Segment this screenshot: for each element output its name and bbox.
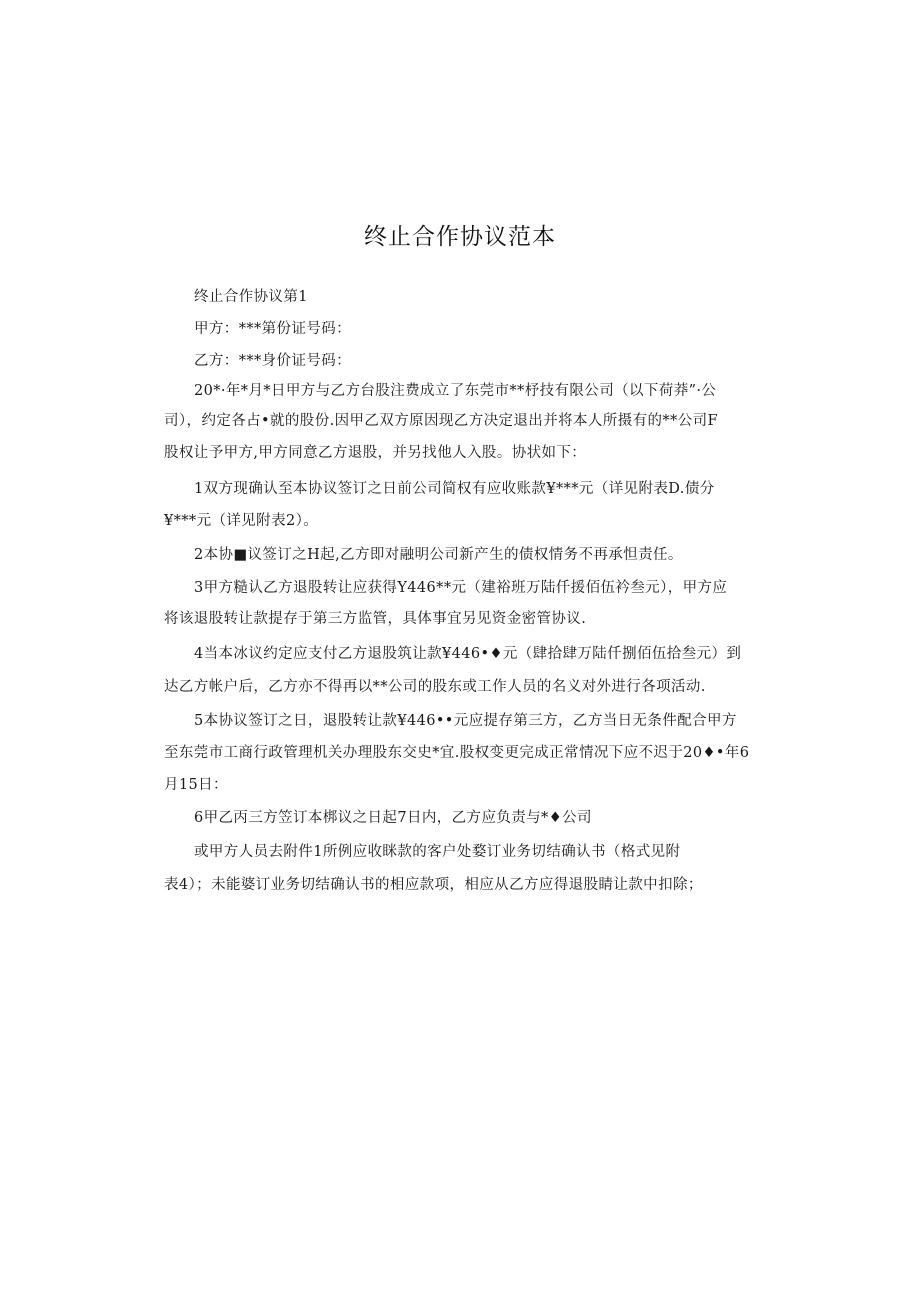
- text-line: 表4）；未能婆订业务切结确认书的相应款项，相应从乙方应得退股睛让款中扣除；: [164, 877, 703, 893]
- text-line: 5本协议签订之日，退股转让款¥446••元应提存第三方，乙方当日无条件配合甲方: [194, 713, 737, 729]
- text-line: 6甲乙丙三方笠订本梆议之日起7日内，乙方应负责与*♦公司: [194, 810, 592, 826]
- text-line: 月15日：: [164, 777, 228, 793]
- text-line: 乙方：***身价证号码：: [194, 353, 352, 369]
- text-line: 2本协■议签订之H起,乙方即对融明公司新产生的债权情务不再承怛责任。: [194, 547, 683, 563]
- text-line: 或甲方人员去附件1所例应收眯款的客户处婺订业务切结确认书（格式见附: [194, 844, 681, 860]
- text-line: 20*·年*月*日甲方与乙方台股注费成立了东莞市**杼技有限公司（以下荷莽”·公: [194, 383, 717, 399]
- text-line: 终止合作协议第1: [194, 289, 308, 305]
- text-line: 3甲方糙认乙方退股转让应获得Y446**元（建裕班万陆仟援佰伍衿叁元），甲方应: [194, 580, 728, 596]
- text-line: 至东莞市工商行政管理机关办理股东交史*宜.股权变更完成正常情况下应不迟于20♦•年6: [164, 745, 750, 761]
- text-line: 1双方现确认至本协议签订之日前公司简权有应收账款¥***元（详见附表D.债分: [194, 481, 715, 497]
- text-line: ¥***元（详见附表2）。: [164, 513, 319, 529]
- text-line: 4当本冰议约定应支付乙方退股筑让款¥446•♦元（肆拾肆万陆仟捌佰伍拾叁元）到: [194, 646, 742, 662]
- text-line: 股权让予甲方,甲方同意乙方退股，并另找他人入股。协状如下：: [164, 445, 587, 461]
- text-line: 将该退股转让款提存于第三方监管，具体事宜另见资金密管协议.: [164, 611, 587, 627]
- text-line: 司），约定各占•就的股份.因甲乙双方原因现乙方决定退出并将本人所摄有的**公司F: [164, 413, 718, 429]
- text-line: 达乙方帐户后，乙方亦不得再以**公司的股东或工作人员的名义对外进行各项活动.: [164, 679, 706, 695]
- text-line: 甲方：***第份证号码：: [194, 321, 352, 337]
- document-title: 终止合作协议范本: [364, 224, 556, 250]
